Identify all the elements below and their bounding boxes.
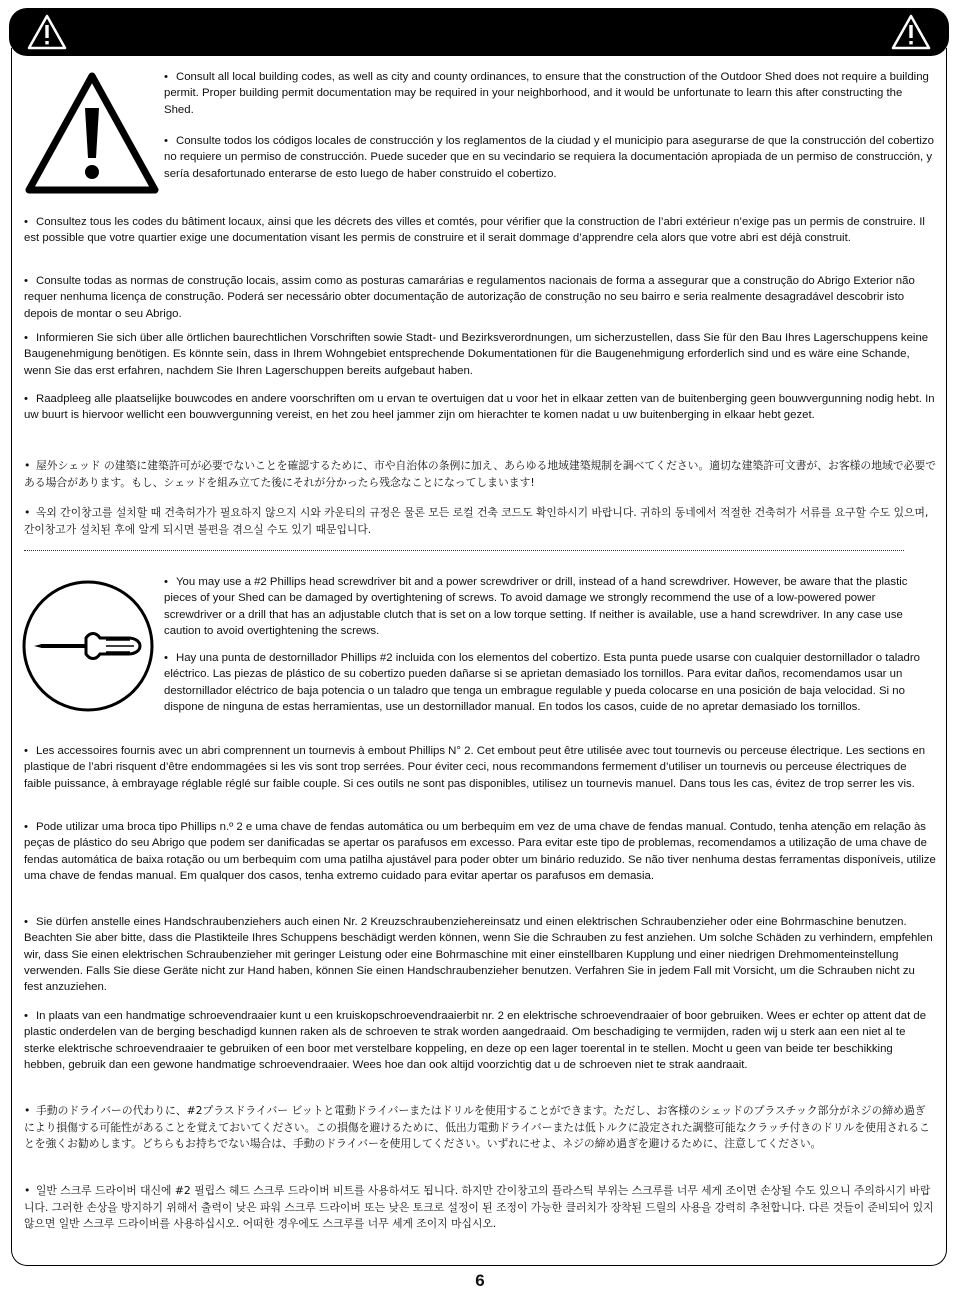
warning-text-en: • Consult all local building codes, as well as city and county ordinances, to ensure that the construction of the Outdoor Shed does not require a building permit. Proper building permit documentation may be required in your neighborhood, and it would be unfortunate to learn this after constructing the Shed. bbox=[164, 71, 929, 116]
warning-text-pt: • Consulte todas as normas de construção locais, assim como as posturas camarárias e regulamentos nacionais de forma a assegurar que a construção do Abrigo Exterior não requer nenhuma licença de construção. Poderá ser necessário obter documentação de autorização de construção no seu bairro e seria realmente desagradável descobrir isto depois de montar o seu Abrigo. bbox=[24, 275, 915, 320]
tools-text-en: • You may use a #2 Phillips head screwdriver bit and a power screwdriver or drill, instead of a hand screwdriver. However, be aware that the plastic pieces of your Shed can be damaged by overtightening of screws. To avoid damage we strongly recommend the use of a low-powered power screwdriver or a drill that has an adjustable clutch that is set on a low torque setting. If neither is available, use a hand screwdriver. In any case use caution to avoid overtightening the screws. bbox=[164, 576, 908, 637]
section-divider bbox=[24, 550, 904, 551]
screwdriver-icon bbox=[20, 578, 156, 714]
large-exclamation-warning-icon bbox=[24, 70, 160, 196]
warning-triangle-icon bbox=[891, 14, 931, 50]
warning-text-es: • Consulte todos los códigos locales de construcción y los reglamentos de la ciudad y el municipio para asegurarse de que la construcción del cobertizo no requiere un permiso de construcción. Puede suceder que en su vecindario se requiera la documentación apropiada de un permiso de construcción, y sería desafortunado enterarse de esto luego de haber construido el cobertizo. bbox=[164, 135, 934, 180]
warning-text-nl: • Raadpleeg alle plaatselijke bouwcodes en andere voorschriften om u ervan te overtuigen dat u voor het in elkaar zetten van de buitenberging geen bouwvergunning nodig hebt. In uw buurt is hiervoor wellicht een bouwvergunning vereist, en het zou heel jammer zijn om hierachter te komen nadat u uw buitenberging in elkaar hebt gezet. bbox=[24, 393, 935, 422]
warning-text-ko: • 옥외 간이창고를 설치할 때 건축허가가 필요하지 않으지 시와 카운티의 규정은 물론 모든 로컬 건축 코드도 확인하시기 바랍니다. 귀하의 동네에서 적절한 건축허가 서류를 요구할 수도 있으며, 간이창고가 설치된 후에 알게 되시면 불편을 겪으실 수도 있기 때문입니다. bbox=[24, 506, 929, 536]
warning-text-fr: • Consultez tous les codes du bâtiment locaux, ainsi que les décrets des villes et comtés, pour vérifier que la construction de l’abri extérieur n’exige pas un permis de construire. Il est possible que votre quartier exige une documentation visant les permis de construire et il serait dommage d’apprendre cela alors que votre abri est déjà construit. bbox=[24, 216, 925, 245]
tools-text-de: • Sie dürfen anstelle eines Handschraubenziehers auch einen Nr. 2 Kreuzschraubenziehereinsatz und einen elektrischen Schraubenzieher oder eine Bohrmaschine benutzen. Beachten Sie aber bitte, dass die Plastikteile Ihres Schuppens beschädigt werden können, wenn Sie die Schrauben zu fest anziehen. Um solche Schäden zu verhindern, empfehlen wir, dass Sie einen elektrischen Schraubenzieher mit geringer Leistung oder eine Bohrmaschine mit einer einstellbaren Kupplung und einer niedrigen Drehmomenteinstellung verwenden. Falls Sie diese Geräte nicht zur Hand haben, können Sie einen Handschraubenzieher benutzen. Verfahren Sie in jedem Fall mit Vorsicht, um die Schrauben nicht zu fest anzuziehen. bbox=[24, 916, 933, 994]
tools-text-nl: • In plaats van een handmatige schroevendraaier kunt u een kruiskopschroevendraaierbit nr. 2 en elektrische schroevendraaier of boor gebruiken. Wees er echter op attent dat de plastic onderdelen van de berging beschadigd kunnen raken als de schroeven te strak worden aangedraaid. Om beschadiging te vermijden, raden wij u sterk aan een niet al te sterke elektrische schroevendraaier te gebruiken of een boor met verstelbare koppeling, en deze op een lager toerental in te stellen. Mocht u geen van beide ter beschikking hebben, gebruik dan een gewone handmatige schroevendraaier. Wees hoe dan ook altijd voorzichtig dat u de schroeven niet te strak aandraait. bbox=[24, 1010, 927, 1071]
page-number: 6 bbox=[475, 1271, 485, 1290]
tools-text-ja: • 手動のドライバーの代わりに、#2プラスドライバー ビットと電動ドライバーまたはドリルを使用することができます。ただし、お客様のシェッドのプラスチック部分がネジの締め過ぎにより損傷する可能性があることを覚えておいてください。この損傷を避けるために、低出力電動ドライバーまたは低トルクに設定された調整可能なクラッチ付きのドリルを使用されることを強くお勧めします。どちらもお持ちでない場合は、手動のドライバーを使用してください。いずれにせよ、ネジの締め過ぎを避けるために、注意してください。 bbox=[24, 1104, 930, 1150]
warning-triangle-icon bbox=[27, 14, 67, 50]
tools-text-pt: • Pode utilizar uma broca tipo Phillips n.º 2 e uma chave de fendas automática ou um berbequim em vez de uma chave de fendas manual. Contudo, tenha atenção em relação às peças de plástico do seu Abrigo que podem ser danificadas se apertar os parafusos em excesso. Para evitar este tipo de problemas, recomendamos a utilização de uma chave de fendas automática de baixa rotação ou um berbequim com uma patilha ajustável para poder obter um binário reduzido. Se não tiver nenhuma destas ferramentas disponíveis, utilize uma chave de fendas manual. Em qualquer dos casos, tenha extremo cuidado para evitar apertar os parafusos em demasia. bbox=[24, 821, 936, 882]
tools-text-ko: • 일반 스크루 드라이버 대신에 #2 필립스 헤드 스크루 드라이버 비트를 사용하셔도 됩니다. 하지만 간이창고의 플라스틱 부위는 스크루를 너무 세게 조이면 손상될 수도 있으니 주의하시기 바랍니다. 그러한 손상을 방지하기 위해서 출력이 낮은 파워 스크루 드라이버 또는 낮은 토크로 설정이 된 조정이 가능한 클러치가 장착된 드릴의 사용을 강력히 추천합니다. 다른 것들이 준비되어 있지 않으면 일반 스크루 드라이버를 사용하십시오. 어떠한 경우에도 스크루를 너무 세게 조이지 마십시오. bbox=[24, 1184, 934, 1230]
tools-text-es: • Hay una punta de destornillador Phillips #2 incluida con los elementos del cobertizo. Esta punta puede usarse con cualquier destornillador o taladro eléctrico. Las piezas de plástico de su cobertizo pueden dañarse si se aprietan demasiado los tornillos. Para evitar daños, recomendamos usar un destornillador eléctrico de baja potencia o un taladro que tenga un embrague regulable y pueda colocarse en una posición de baja velocidad. Si no dispone de ninguna de estas herramientas, use un destornillador manual. En todos los casos, cuide de no apretar demasiado los tornillos. bbox=[164, 652, 921, 713]
warning-text-ja: • 屋外シェッド の建築に建築許可が必要でないことを確認するために、市や自治体の条例に加え、あらゆる地域建築規制を調べてください。適切な建築許可文書が、お客様の地域で必要である場合があります。もし、シェッドを組み立てた後にそれが分かったら残念なことになってしまいます! bbox=[24, 459, 936, 489]
tools-text-fr: • Les accessoires fournis avec un abri comprennent un tournevis à embout Phillips N° 2. Cet embout peut être utilisée avec tout tournevis ou perceuse électrique. Les sections en plastique de l’abri risquent d’être endommagées si les vis sont trop serrées. Pour éviter ceci, nous recommandons fermement d’utiliser un tournevis ou perceuse électriques de faible puissance, à embrayage réglable réglé sur faible couple. Si ces outils ne sont pas disponibles, utilisez un tournevis manuel. Dans tous les cas, évitez de trop serrer les vis. bbox=[24, 745, 926, 790]
warning-text-de: • Informieren Sie sich über alle örtlichen baurechtlichen Vorschriften sowie Stadt- und Bezirksverordnungen, um sicherzustellen, dass Sie für den Bau Ihres Lagerschuppens keine Baugenehmigung benötigen. Es könnte sein, dass in Ihrem Wohngebiet entsprechende Dokumentationen für die Baugenehmigung erforderlich sind und es wäre eine Schande, wenn Sie das erst erfahren, nachdem Sie Ihren Lagerschuppen bereits aufgebaut haben. bbox=[24, 332, 929, 377]
